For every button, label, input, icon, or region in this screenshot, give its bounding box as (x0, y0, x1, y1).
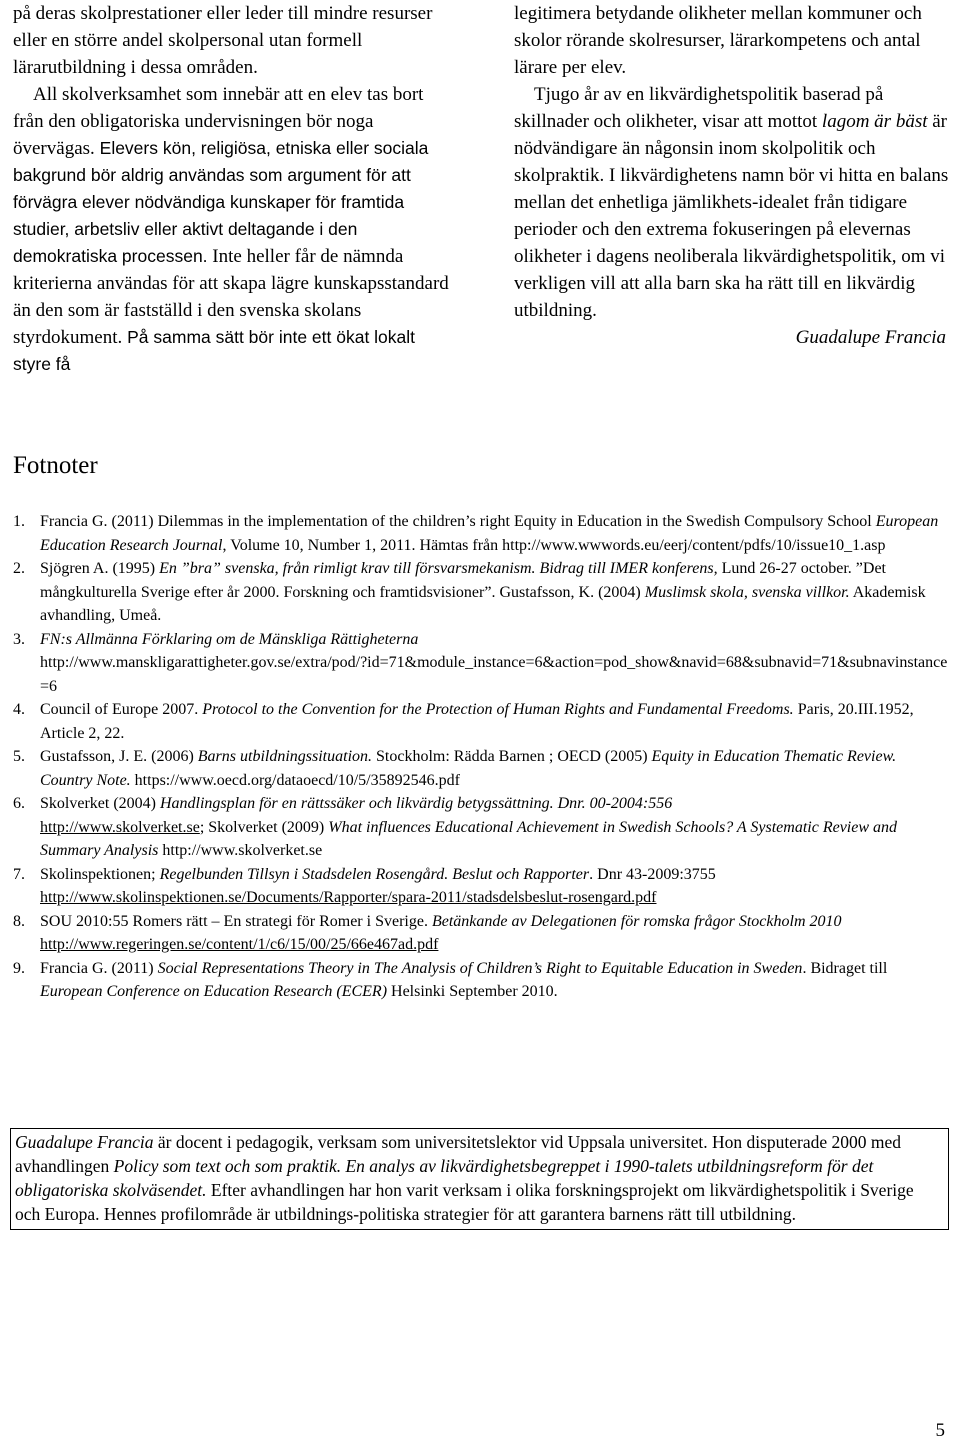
left-paragraph-2-sans: Elevers kön, religiösa, etniska eller sociala bakgrund bör aldrig användas som argument för att förvägra elever nödvändiga kunskaper för framtida studier, arbetsliv eller aktivt deltagande i den demokratiska processen. (13, 138, 429, 266)
footnote-item (13, 910, 948, 957)
footnote-italic: FN:s Allmänna Förklaring om de Mänskliga Rättigheterna (40, 630, 419, 648)
author-bio-box (10, 1128, 949, 1230)
footnote-italic: European Conference on Education Research (ECER) (40, 983, 388, 1000)
footnote-italic: Social Representations Theory in The Analysis of Children’s Right to Equitable Education in Sweden (157, 959, 803, 977)
footnote-url[interactable]: https://www.oecd.org/dataoecd/10/5/35892546.pdf (130, 771, 460, 789)
footnote-text: Sjögren A. (1995) (40, 560, 160, 577)
left-paragraph-2 (13, 81, 453, 378)
footnote-italic: Betänkande av Delegationen för romska frågor Stockholm 2010 (431, 912, 842, 930)
bio-thesis-title: Policy som text och som praktik. En analys av likvärdighetsbegreppet i 1990-talets utbildningsreform för det obligatoriska skolväsendet. (15, 1156, 874, 1200)
footnote-text: Francia G. (2011) (40, 959, 158, 977)
footnote-italic: Handlingsplan för en rättssäker och likvärdig betygssättning. Dnr. 00-2004:556 (159, 795, 673, 812)
footnote-item (13, 557, 948, 628)
footnote-text: Paris, 20.III.1952, Article 2, 22. (40, 701, 914, 742)
footnote-italic: What influences Educational Achievement in Swedish Schools? A Systematic Review and Summary Analysis (40, 818, 898, 859)
footnote-number: 1. (13, 513, 25, 530)
bio-text: Efter avhandlingen har hon varit verksam i olika forskningsprojekt om likvärdighetspolitik i Sverige och Europa. Hennes profilområde är utbildnings-politiska strategier för att garantera barnens rätt till utbildning. (15, 1180, 914, 1224)
footnote-number: 4. (13, 701, 25, 718)
footnote-number: 6. (13, 795, 25, 812)
author-bio-text (15, 1130, 943, 1226)
left-paragraph-1: på deras skolprestationer eller leder till mindre resurser eller en större andel skolpersonal utan formell lärarutbildning i dessa områden. (13, 3, 433, 78)
right-paragraph-1: legitimera betydande olikheter mellan kommuner och skolor rörande skolresurser, lärarkompetens och antal lärare per elev. (514, 3, 922, 78)
footnote-italic: Protocol to the Convention for the Protection of Human Rights and Fundamental Freedoms. (202, 701, 794, 718)
footnote-italic: Regelbunden Tillsyn i Stadsdelen Rosengård. Beslut och Rapporter (159, 865, 590, 883)
footnote-link[interactable]: http://www.skolinspektionen.se/Documents/Rapporter/spara-2011/stadsdelsbeslut-rosengard.pdf (40, 889, 657, 906)
footnote-italic: European Education Research Journal (40, 513, 939, 554)
footnote-link[interactable]: http://www.skolverket.se (40, 818, 200, 836)
motto-italic: lagom är bäst (821, 111, 928, 132)
footnote-item (13, 510, 948, 557)
page-number: 5 (935, 1420, 945, 1441)
footnote-text: Gustafsson, J. E. (2006) (40, 748, 198, 765)
footnote-italic: Muslimsk skola, svenska villkor. (644, 583, 850, 601)
footnote-text: Skolverket (2004) (40, 795, 160, 812)
footnote-item (13, 792, 948, 863)
footnote-number: 7. (13, 865, 25, 883)
footnotes-list (13, 510, 948, 1004)
right-paragraph-2-a: Tjugo år av en likvärdighetspolitik baserad på skillnader och olikheter, visar att mottot (514, 84, 884, 132)
footnote-item (13, 698, 948, 745)
bio-author-name: Guadalupe Francia (15, 1132, 154, 1152)
right-paragraph-2-b: är nödvändigare än någonsin inom skolpolitik och skolpraktik. (514, 111, 948, 186)
footnote-text: Council of Europe 2007. (40, 701, 203, 718)
right-paragraph-2-c: I likvärdighetens namn bör vi hitta en balans mellan det enhetliga jämlikhets-idealet från tidigare perioder och den extrema fokuseringen på elevernas olikheter i dagens neoliberala likvärdighetspolitik, om vi verkligen vill att alla barn ska ha rätt till en likvärdig utbildning. (514, 165, 949, 321)
right-column (514, 0, 954, 351)
footnote-number: 2. (13, 560, 25, 577)
footnote-text: Akademisk avhandling, Umeå. (40, 583, 926, 624)
footnote-number: 5. (13, 748, 25, 765)
footnote-italic: En ”bra” svenska, från rimligt krav till försvarsmekanism. Bidrag till IMER konferens, (159, 560, 718, 577)
footnote-text: SOU 2010:55 Romers rätt – En strategi för Romer i Sverige. (40, 912, 432, 930)
footnote-text: . Bidraget till (802, 959, 888, 977)
footnotes-heading: Fotnoter (13, 452, 98, 479)
left-paragraph-2-sans-b: På samma sätt bör inte ett ökat lokalt styre få (13, 327, 416, 374)
footnote-url[interactable]: http://www.skolverket.se (158, 842, 323, 859)
footnote-link[interactable]: http://www.regeringen.se/content/1/c6/15/00/25/66e467ad.pdf (40, 936, 439, 953)
left-paragraph-2-serif-b: Inte heller får de nämnda kriterierna användas för att skapa lägre kunskapsstandard än den som är fastställd i den svenska skolans styrdokument. (13, 246, 449, 348)
footnote-url[interactable]: http://www.manskligarattigheter.gov.se/extra/pod/?id=71&module_instance=6&action=pod_show&navid=68&subnavid=71&subnavinstance=6 (40, 654, 948, 695)
footnote-text: Helsinki September 2010. (387, 983, 558, 1000)
footnote-text: , Volume 10, Number 1, 2011. Hämtas från http://www.wwwords.eu/eerj/content/pdfs/10/issue10_1.asp (222, 536, 886, 554)
footnote-item (13, 745, 948, 792)
footnote-text: . Dnr 43-2009:3755 (589, 865, 716, 883)
footnote-text: Skolinspektionen; (40, 865, 160, 883)
left-paragraph-2-serif: All skolverksamhet som innebär att en elev tas bort från den obligatoriska undervisningen bör noga övervägas. (13, 84, 424, 159)
left-column (13, 0, 453, 378)
bio-text: är docent i pedagogik, verksam som universitetslektor vid Uppsala universitet. Hon disputerade 2000 med avhandlingen (15, 1132, 901, 1176)
footnote-number: 9. (13, 959, 25, 977)
footnote-text: Francia G. (2011) Dilemmas in the implementation of the children’s right Equity in Education in the Swedish Compulsory School (40, 513, 876, 530)
footnote-item (13, 863, 948, 910)
footnote-text: Lund 26-27 october. ”Det mångkulturella Sverige efter år 2000. Forskning och framtidsvisioner”. Gustafsson, K. (2004) (40, 560, 886, 601)
footnote-number: 8. (13, 912, 25, 930)
footnote-number: 3. (13, 630, 25, 648)
footnote-text: ; Skolverket (2009) (199, 818, 329, 836)
footnote-item (13, 628, 948, 699)
right-paragraph-2 (514, 81, 954, 324)
author-signature: Guadalupe Francia (795, 327, 946, 348)
footnote-italic: Equity in Education Thematic Review. Country Note. (40, 748, 897, 789)
footnote-italic: Barns utbildningssituation. (197, 748, 373, 765)
footnote-item (13, 957, 948, 1004)
footnote-text: Stockholm: Rädda Barnen ; OECD (2005) (372, 748, 652, 765)
